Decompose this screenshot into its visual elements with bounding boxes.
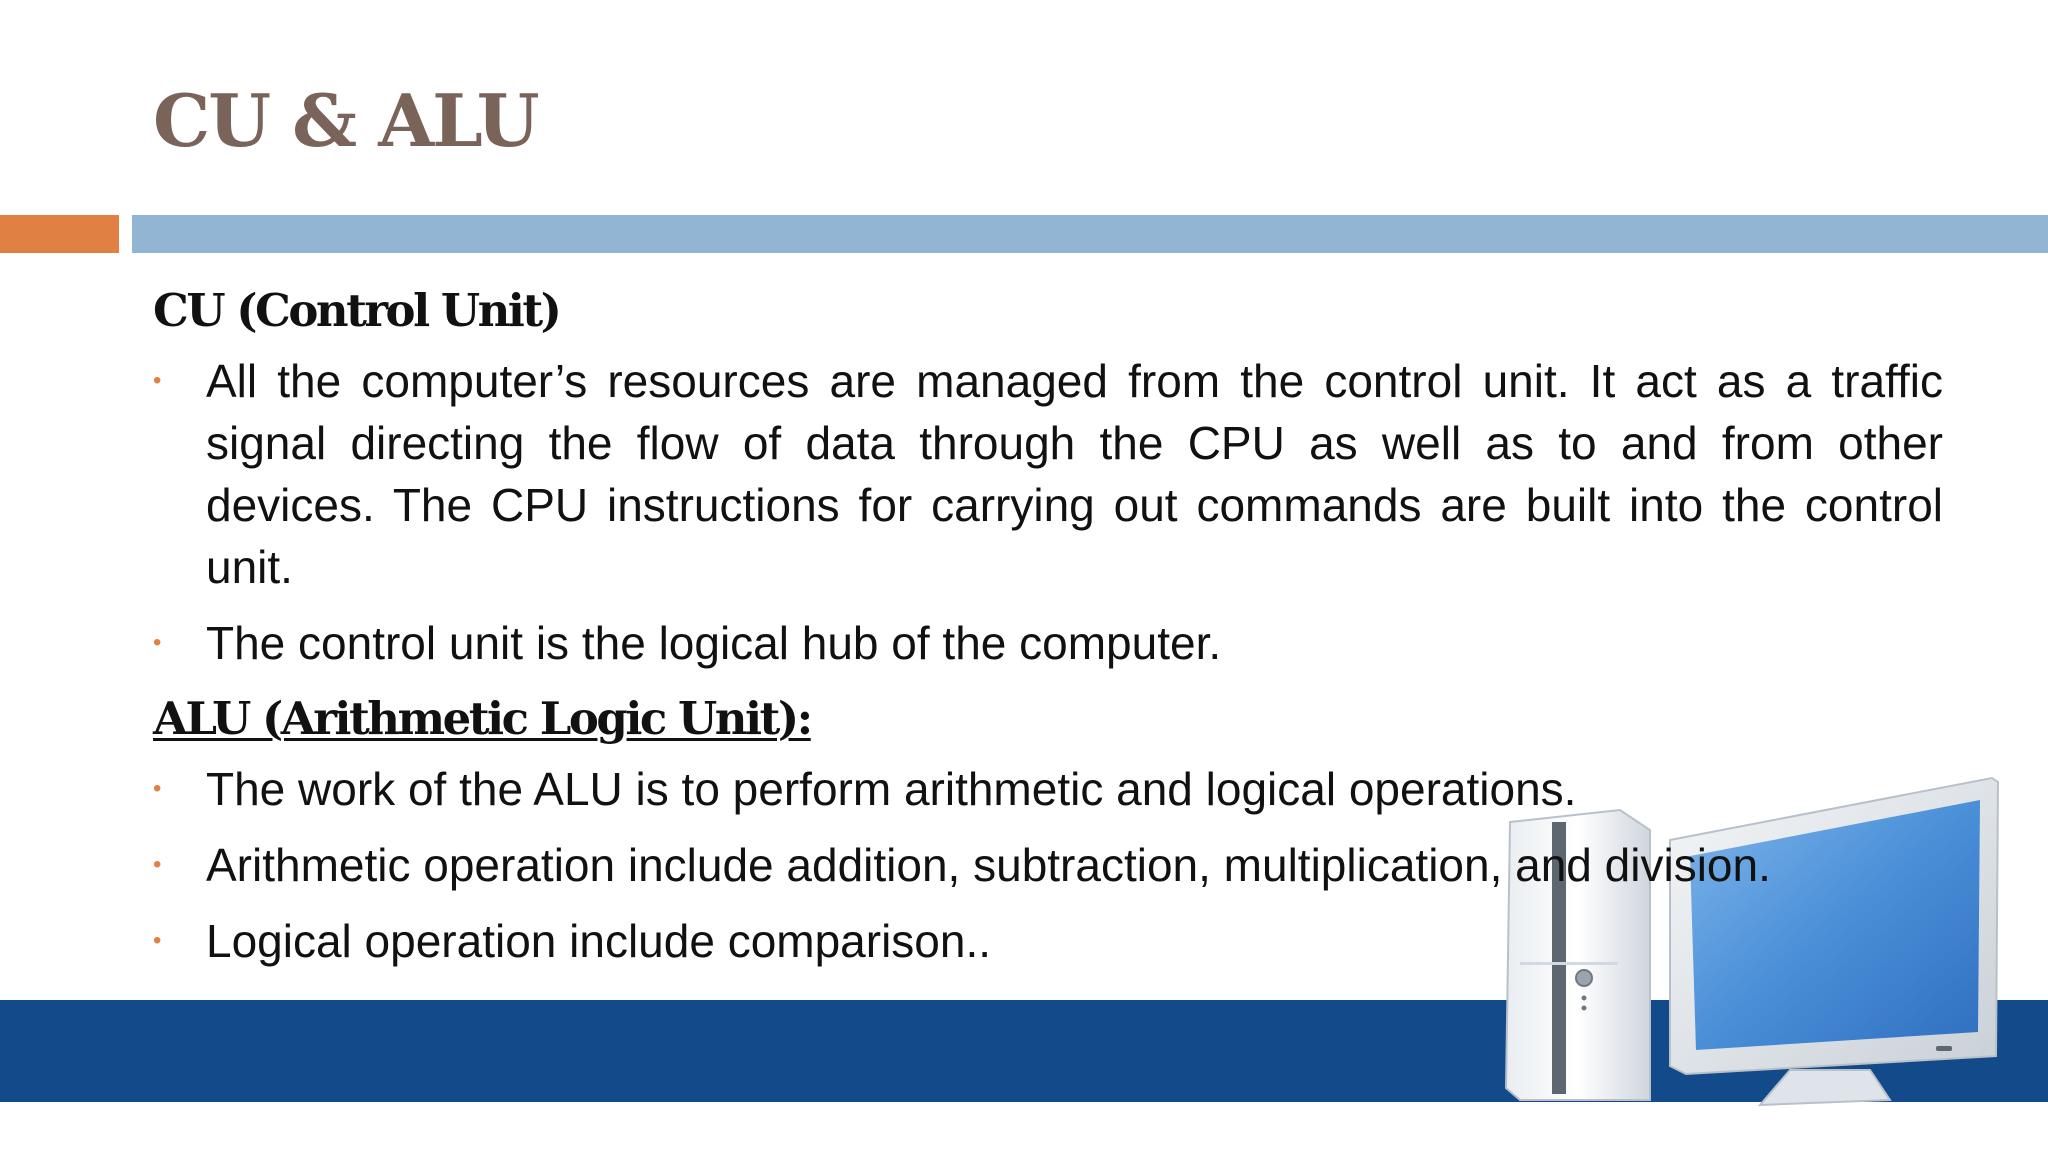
bullet-icon: • bbox=[153, 851, 162, 878]
list-item bbox=[153, 350, 1943, 598]
bullet-text: Logical operation include comparison.. bbox=[206, 915, 992, 967]
bullet-text: All the computer’s resources are managed from the control unit. It act as a traffic signal directing the flow of data through the CPU as well as to and from other devices. The CPU instructions for carrying out commands are built into the control unit. bbox=[206, 355, 1943, 593]
section-heading-cu: CU (Control Unit) bbox=[153, 284, 560, 337]
list-item bbox=[153, 612, 1943, 674]
list-item bbox=[153, 834, 1943, 896]
accent-bar-orange bbox=[0, 215, 119, 253]
bullet-icon: • bbox=[153, 367, 162, 394]
bullet-icon: • bbox=[153, 927, 162, 954]
bullet-icon: • bbox=[153, 629, 162, 656]
cu-bullet-list bbox=[153, 350, 1943, 674]
accent-bar-blue bbox=[132, 215, 2048, 253]
bullet-text: The work of the ALU is to perform arithmetic and logical operations. bbox=[206, 763, 1577, 815]
alu-bullet-list bbox=[153, 758, 1943, 972]
bullet-text: Arithmetic operation include addition, subtraction, multiplication, and division. bbox=[206, 839, 1771, 891]
list-item bbox=[153, 910, 1943, 972]
bullet-text: The control unit is the logical hub of the computer. bbox=[206, 617, 1222, 669]
slide-title: CU & ALU bbox=[153, 78, 538, 163]
bullet-icon: • bbox=[153, 775, 162, 802]
slide-content bbox=[153, 280, 1943, 986]
list-item bbox=[153, 758, 1943, 820]
section-heading-alu: ALU (Arithmetic Logic Unit): bbox=[153, 692, 811, 745]
